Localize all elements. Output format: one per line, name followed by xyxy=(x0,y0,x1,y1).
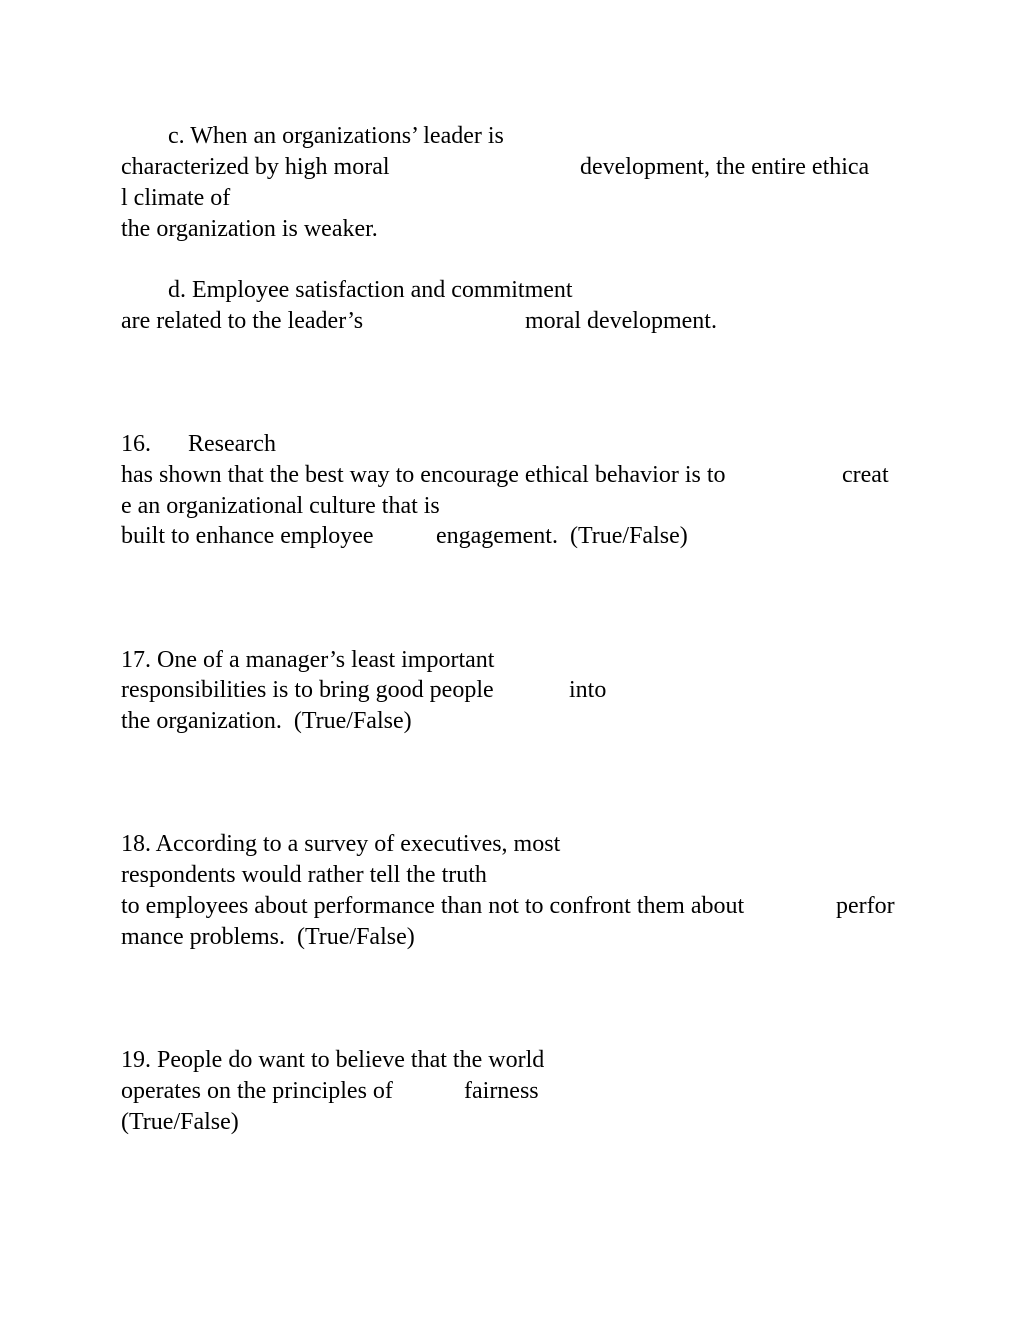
question-19-line-3: (True/False) xyxy=(121,1109,239,1135)
question-18-line-3a: to employees about performance than not to confront them about xyxy=(121,893,745,919)
question-17-line-2b: into xyxy=(569,677,607,703)
question-18-line-4: mance problems. (True/False) xyxy=(121,924,415,950)
question-16-line-3: e an organizational culture that is xyxy=(121,493,440,519)
question-19-line-2b: fairness xyxy=(464,1078,539,1104)
question-19-line-1: 19. People do want to believe that the world xyxy=(121,1047,545,1073)
question-16-line-2a: has shown that the best way to encourage ethical behavior is to xyxy=(121,462,726,488)
question-19-line-2a: operates on the principles of xyxy=(121,1078,393,1104)
question-16-line-4b: engagement. (True/False) xyxy=(436,523,688,549)
question-17-line-2a: responsibilities is to bring good people xyxy=(121,677,494,703)
item-d-line-2a: are related to the leader’s xyxy=(121,308,364,334)
item-d-line-1: d. Employee satisfaction and commitment xyxy=(168,277,573,303)
question-16-line-1: Research xyxy=(188,431,276,457)
question-17-line-1: 17. One of a manager’s least important xyxy=(121,647,495,673)
question-18-line-1: 18. According to a survey of executives, most xyxy=(121,831,561,857)
question-16-line-4a: built to enhance employee xyxy=(121,523,374,549)
question-18-line-3b: perfor xyxy=(836,893,895,919)
item-d-line-2b: moral development. xyxy=(525,308,717,334)
item-c-line-2a: characterized by high moral xyxy=(121,154,390,180)
question-17-line-3: the organization. (True/False) xyxy=(121,708,412,734)
item-c-line-2b: development, the entire ethica xyxy=(580,154,870,180)
item-c-line-3: l climate of xyxy=(121,185,231,211)
item-c-line-1: c. When an organizations’ leader is xyxy=(168,123,504,149)
item-c-line-4: the organization is weaker. xyxy=(121,216,378,242)
question-16-line-2b: creat xyxy=(842,462,889,488)
question-18-line-2: respondents would rather tell the truth xyxy=(121,862,487,888)
question-16-number: 16. xyxy=(121,431,151,457)
